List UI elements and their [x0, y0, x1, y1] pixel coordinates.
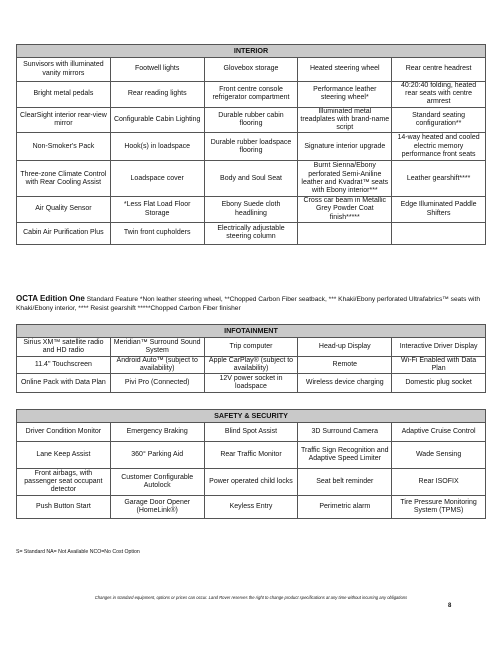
feature-cell: Driver Condition Monitor [17, 423, 111, 442]
feature-cell: Non-Smoker's Pack [17, 133, 111, 161]
infotainment-table [16, 324, 486, 393]
feature-cell: Online Pack with Data Plan [17, 374, 111, 393]
feature-cell: Signature interior upgrade [298, 133, 392, 161]
feature-cell: Standard seating configuration** [392, 107, 486, 133]
octa-edition-text: Standard Feature *Non leather steering wheel, **Chopped Carbon Fiber seatback, *** Khaki/Ebony perforated Ultrafabrics™ seats with Khaki/Ebony interior, **** Resist gearshift *****Chopped Carbon Fiber finisher [16, 296, 480, 312]
feature-cell: Blind Spot Assist [204, 423, 298, 442]
feature-cell: Pivi Pro (Connected) [110, 374, 204, 393]
feature-cell: Hook(s) in loadspace [110, 133, 204, 161]
feature-cell: Illuminated metal treadplates with brand-name script [298, 107, 392, 133]
feature-cell: Rear ISOFIX [392, 469, 486, 496]
feature-cell: Body and Soul Seat [204, 161, 298, 197]
table-row [17, 357, 486, 374]
feature-cell: Meridian™ Surround Sound System [110, 338, 204, 357]
safety-table [16, 409, 486, 519]
table-row [17, 133, 486, 161]
feature-cell: Trip computer [204, 338, 298, 357]
legend-text: S= Standard NA= Not Available NCO=No Cost Option [16, 549, 140, 555]
feature-cell: 11.4" Touchscreen [17, 357, 111, 374]
table-row [17, 442, 486, 469]
feature-cell: *Less Flat Load Floor Storage [110, 197, 204, 223]
feature-cell: Android Auto™ (subject to availability) [110, 357, 204, 374]
feature-cell: 12V power socket in loadspace [204, 374, 298, 393]
feature-cell: Bright metal pedals [17, 82, 111, 108]
feature-cell: Emergency Braking [110, 423, 204, 442]
table-row [17, 161, 486, 197]
feature-cell: Loadspace cover [110, 161, 204, 197]
feature-cell: Seat belt reminder [298, 469, 392, 496]
feature-cell: Wade Sensing [392, 442, 486, 469]
feature-cell: Garage Door Opener (HomeLink®) [110, 496, 204, 519]
table-row [17, 338, 486, 357]
feature-cell: 14-way heated and cooled electric memory performance front seats [392, 133, 486, 161]
feature-cell: Interactive Driver Display [392, 338, 486, 357]
feature-cell: Three-zone Climate Control with Rear Cooling Assist [17, 161, 111, 197]
feature-cell: Sunvisors with illuminated vanity mirrors [17, 58, 111, 82]
page-number: 8 [448, 603, 452, 609]
feature-cell: Air Quality Sensor [17, 197, 111, 223]
safety-header: SAFETY & SECURITY [17, 410, 486, 423]
interior-table [16, 44, 486, 245]
feature-cell: Head-up Display [298, 338, 392, 357]
feature-cell: Twin front cupholders [110, 222, 204, 244]
feature-cell: 40:20:40 folding, heated rear seats with centre armrest [392, 82, 486, 108]
feature-cell: Footwell lights [110, 58, 204, 82]
feature-cell: Rear centre headrest [392, 58, 486, 82]
table-row [17, 496, 486, 519]
feature-cell: Heated steering wheel [298, 58, 392, 82]
table-row [17, 82, 486, 108]
feature-cell: Leather gearshift**** [392, 161, 486, 197]
feature-cell: Tire Pressure Monitoring System (TPMS) [392, 496, 486, 519]
feature-cell: Glovebox storage [204, 58, 298, 82]
table-row [17, 374, 486, 393]
feature-cell: Durable rubber cabin flooring [204, 107, 298, 133]
feature-cell: Electrically adjustable steering column [204, 222, 298, 244]
feature-cell: Edge Illuminated Paddle Shifters [392, 197, 486, 223]
feature-cell: Apple CarPlay® (subject to availability) [204, 357, 298, 374]
feature-cell: Configurable Cabin Lighting [110, 107, 204, 133]
table-row [17, 197, 486, 223]
octa-edition-label: OCTA Edition One [16, 294, 85, 303]
table-row [17, 222, 486, 244]
table-row [17, 469, 486, 496]
feature-cell: Remote [298, 357, 392, 374]
disclaimer-text: Changes in standard equipment, options or prices can occur. Land Rover reserves the right to change product specifications at any time without incurring any obligations [94, 595, 408, 600]
feature-cell: Front centre console refrigerator compartment [204, 82, 298, 108]
table-row [17, 107, 486, 133]
feature-cell: Cross car beam in Metallic Grey Powder Coat finish***** [298, 197, 392, 223]
feature-cell: Push Button Start [17, 496, 111, 519]
feature-cell: Wi-Fi Enabled with Data Plan [392, 357, 486, 374]
feature-cell: Perimetric alarm [298, 496, 392, 519]
interior-header: INTERIOR [17, 45, 486, 58]
feature-cell: Adaptive Cruise Control [392, 423, 486, 442]
feature-cell: Front airbags, with passenger seat occupant detector [17, 469, 111, 496]
feature-cell: Performance leather steering wheel* [298, 82, 392, 108]
table-row [17, 58, 486, 82]
feature-cell: Rear reading lights [110, 82, 204, 108]
feature-cell: Ebony Suede cloth headlining [204, 197, 298, 223]
feature-cell: 3D Surround Camera [298, 423, 392, 442]
feature-cell: Lane Keep Assist [17, 442, 111, 469]
feature-cell: ClearSight interior rear-view mirror [17, 107, 111, 133]
feature-cell: 360° Parking Aid [110, 442, 204, 469]
feature-cell [298, 222, 392, 244]
feature-cell: Keyless Entry [204, 496, 298, 519]
feature-cell: Sirius XM™ satellite radio and HD radio [17, 338, 111, 357]
feature-cell: Customer Configurable Autolock [110, 469, 204, 496]
feature-cell: Wireless device charging [298, 374, 392, 393]
table-row [17, 423, 486, 442]
feature-cell [392, 222, 486, 244]
feature-cell: Domestic plug socket [392, 374, 486, 393]
octa-edition-note [16, 294, 490, 313]
feature-cell: Cabin Air Purification Plus [17, 222, 111, 244]
infotainment-header: INFOTAINMENT [17, 325, 486, 338]
feature-cell: Burnt Sienna/Ebony perforated Semi-Aniline leather and Kvadrat™ seats with Ebony interior*** [298, 161, 392, 197]
feature-cell: Durable rubber loadspace flooring [204, 133, 298, 161]
feature-cell: Traffic Sign Recognition and Adaptive Speed Limiter [298, 442, 392, 469]
feature-cell: Power operated child locks [204, 469, 298, 496]
feature-cell: Rear Traffic Monitor [204, 442, 298, 469]
